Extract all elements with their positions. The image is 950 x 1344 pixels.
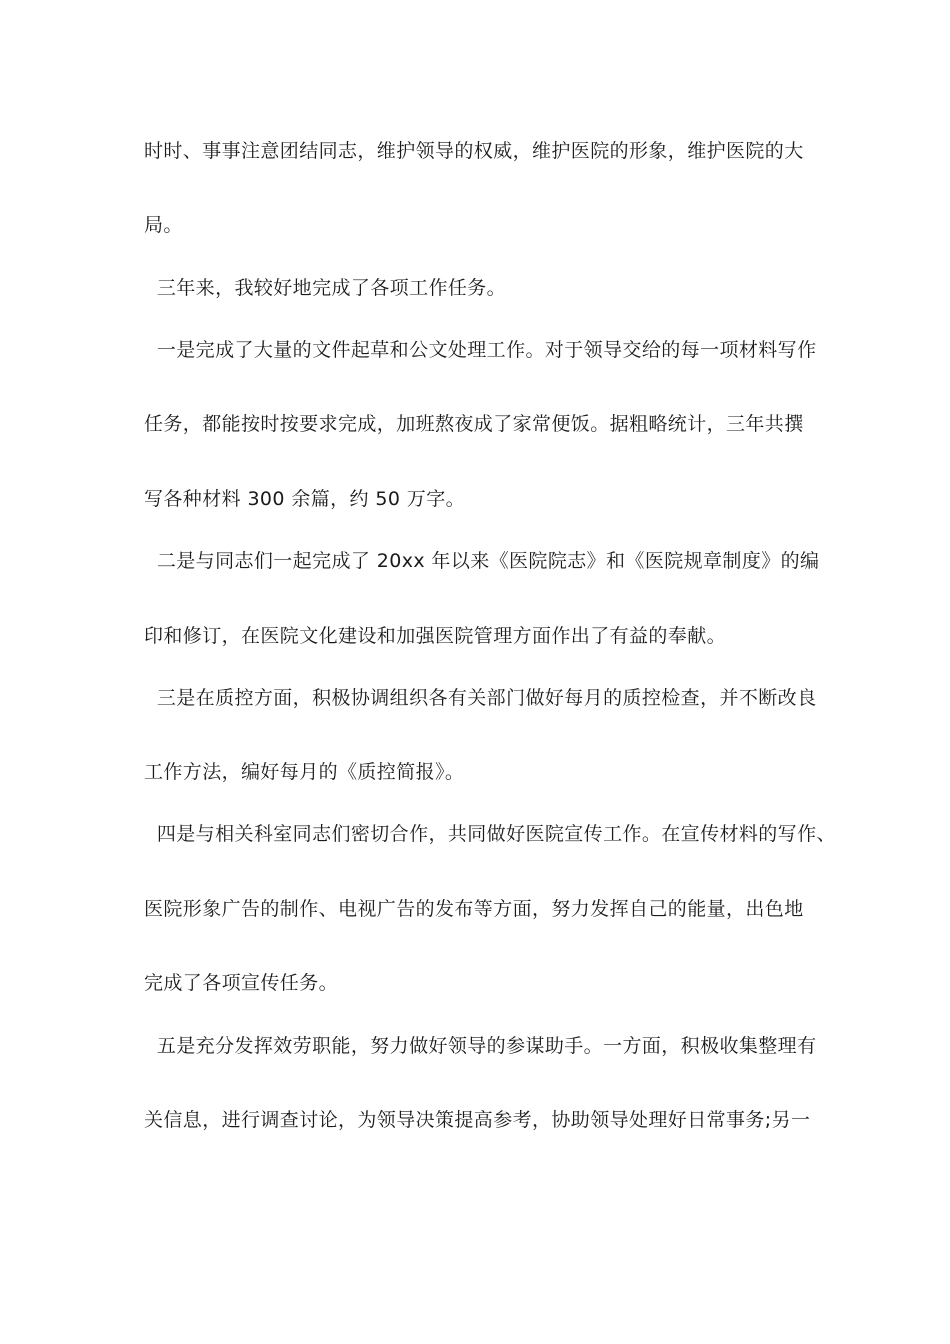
text-line-7: 二是与同志们一起完成了 20xx 年以来《医院院志》和《医院规章制度》的编: [144, 550, 820, 572]
text-line-4: 一是完成了大量的文件起草和公文处理工作。对于领导交给的每一项材料写作: [144, 339, 817, 361]
text-line-2: 局。: [144, 214, 183, 236]
text-line-3: 三年来，我较好地完成了各项工作任务。: [144, 277, 507, 299]
text-line-6: 写各种材料 300 余篇，约 50 万字。: [144, 488, 466, 510]
text-line-5: 任务，都能按时按要求完成，加班熬夜成了家常便饭。据粗略统计，三年共撰: [144, 413, 804, 435]
text-line-12: 医院形象广告的制作、电视广告的发布等方面，努力发挥自己的能量，出色地: [144, 898, 804, 920]
text-line-11: 四是与相关科室同志们密切合作，共同做好医院宣传工作。在宣传材料的写作、: [144, 823, 836, 845]
text-line-9: 三是在质控方面，积极协调组织各有关部门做好每月的质控检查，并不断改良: [144, 687, 817, 709]
text-line-15: 关信息，进行调查讨论，为领导决策提高参考，协助领导处理好日常事务;另一: [144, 1109, 811, 1131]
text-line-1: 时时、事事注意团结同志，维护领导的权威，维护医院的形象，维护医院的大: [144, 140, 804, 162]
text-line-8: 印和修订，在医院文化建设和加强医院管理方面作出了有益的奉献。: [144, 625, 727, 647]
text-line-10: 工作方法，编好每月的《质控简报》。: [144, 761, 465, 783]
text-line-14: 五是充分发挥效劳职能，努力做好领导的参谋助手。一方面，积极收集整理有: [144, 1035, 817, 1057]
text-line-13: 完成了各项宣传任务。: [144, 972, 339, 994]
